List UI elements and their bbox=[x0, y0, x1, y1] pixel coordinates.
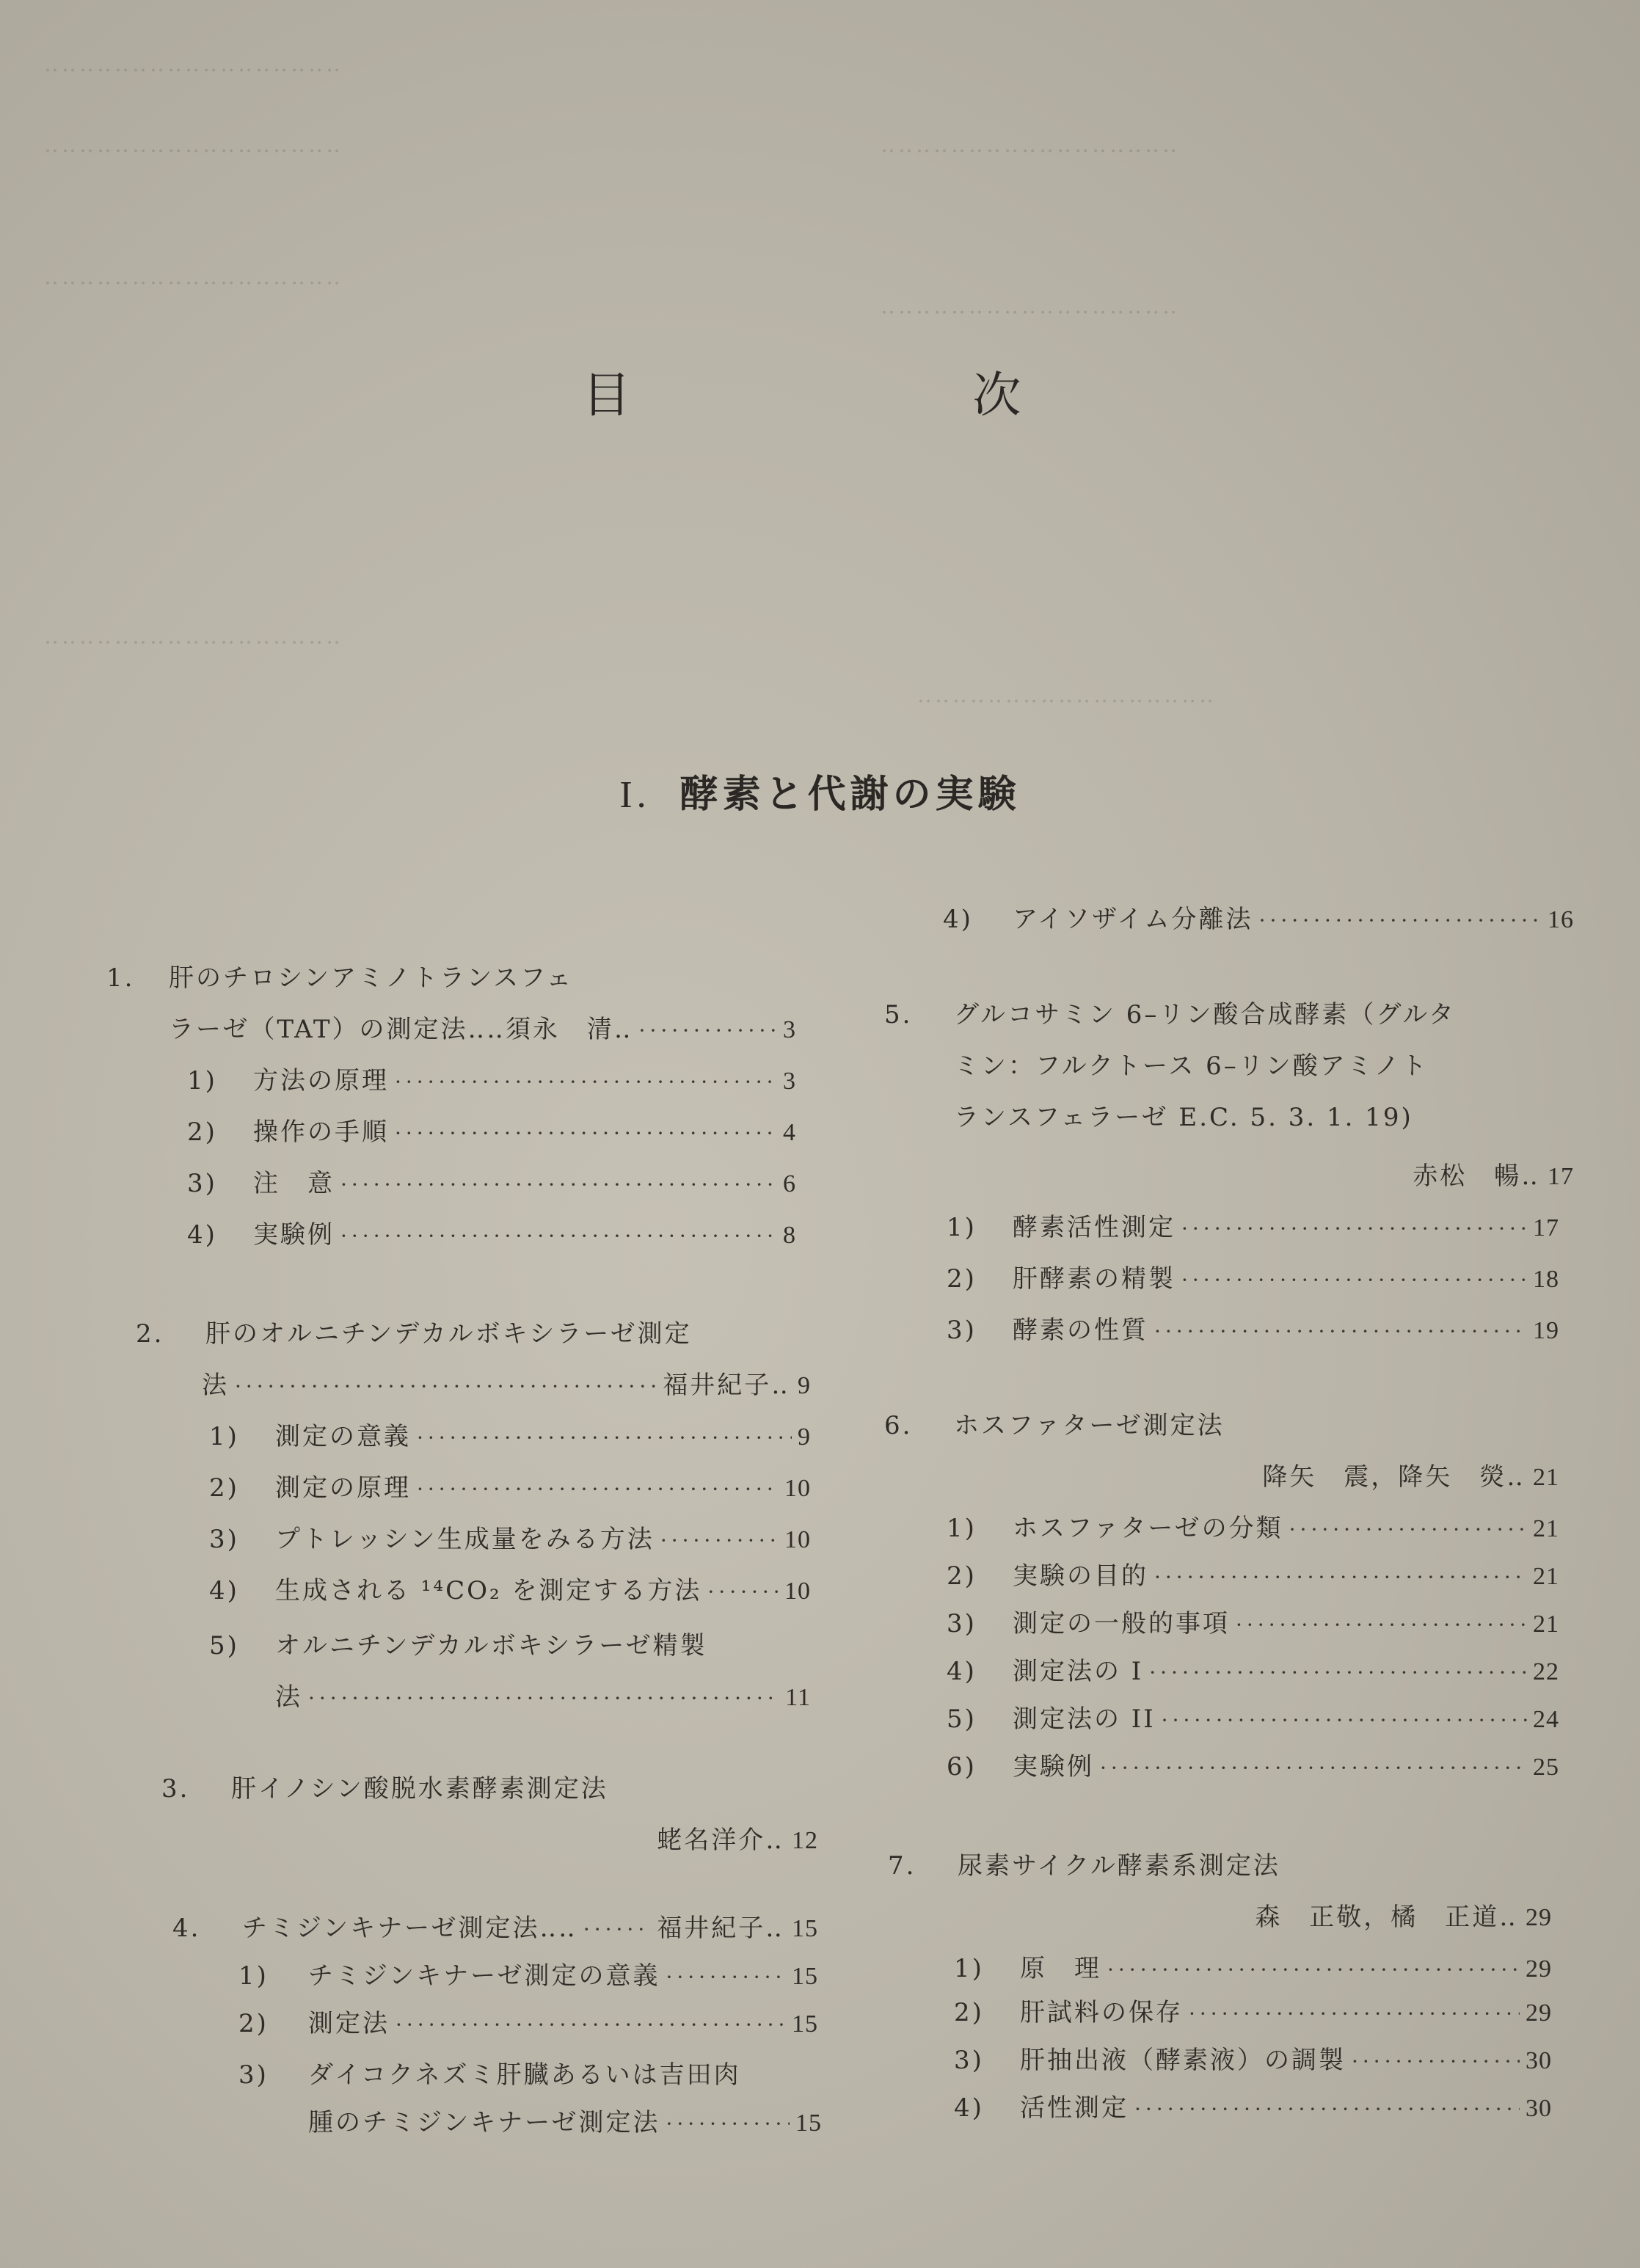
entry-number: 1) bbox=[238, 1961, 269, 1991]
entry-title: 測定法の I bbox=[1013, 1657, 1144, 1686]
part-number: I. bbox=[619, 774, 651, 816]
entry-title: 酵素活性測定 bbox=[1013, 1213, 1176, 1242]
leader-dots bbox=[1100, 1756, 1527, 1780]
toc-entry bbox=[888, 1845, 1552, 1881]
entry-author: 森 正敬，橘 正道‥ bbox=[1255, 1903, 1518, 1932]
toc-entry bbox=[943, 899, 1574, 935]
leader-dots bbox=[666, 2112, 790, 2136]
entry-page: 17 bbox=[1533, 1214, 1559, 1241]
leader-dots bbox=[1162, 1708, 1527, 1732]
leader-dots bbox=[395, 1070, 777, 1094]
toc-entry bbox=[187, 1214, 796, 1250]
entry-page: 19 bbox=[1533, 1317, 1559, 1344]
leader-dots bbox=[1107, 1958, 1520, 1982]
toc-entry bbox=[947, 1310, 1559, 1346]
entry-title: ホスファターゼ測定法 bbox=[954, 1411, 1225, 1440]
entry-number: 4) bbox=[187, 1220, 217, 1250]
entry-title: 原 理 bbox=[1020, 1954, 1101, 1983]
entry-author: 降矢 震，降矢 熒‥ bbox=[1262, 1462, 1526, 1492]
toc-entry bbox=[187, 1163, 796, 1199]
entry-title: 酵素の性質 bbox=[1013, 1316, 1148, 1345]
entry-title: 肝のオルニチンデカルボキシラーゼ測定 bbox=[205, 1319, 692, 1349]
leader-dots bbox=[1154, 1565, 1527, 1589]
part-name: 酵素と代謝の実験 bbox=[679, 772, 1021, 817]
entry-page: 12 bbox=[792, 1827, 818, 1854]
entry-page: 9 bbox=[798, 1372, 811, 1399]
toc-entry bbox=[238, 1955, 818, 1991]
leader-dots bbox=[340, 1224, 777, 1248]
leader-dots bbox=[395, 1121, 777, 1145]
entry-title: 測定法の II bbox=[1013, 1704, 1156, 1734]
toc-entry bbox=[947, 1508, 1559, 1544]
entry-title: 肝抽出液（酵素液）の調製 bbox=[1020, 2046, 1346, 2075]
entry-author: 赤松 暢‥ bbox=[1413, 1162, 1540, 1191]
entry-page: 15 bbox=[792, 1963, 818, 1990]
toc-entry bbox=[209, 1570, 811, 1606]
entry-page: 21 bbox=[1533, 1611, 1559, 1638]
toc-entry bbox=[187, 1112, 796, 1148]
entry-title: プトレッシン生成量をみる方法 bbox=[275, 1525, 655, 1554]
entry-page: 25 bbox=[1533, 1754, 1559, 1781]
entry-number: 3) bbox=[954, 2046, 984, 2075]
entry-number: 3) bbox=[238, 2060, 269, 2090]
entry-author: 福井紀子‥ bbox=[657, 1914, 784, 1943]
toc-entry bbox=[884, 994, 1574, 1030]
entry-title: 活性測定 bbox=[1020, 2093, 1129, 2123]
entry-title: 実験例 bbox=[253, 1220, 335, 1250]
leader-dots bbox=[1236, 1613, 1527, 1637]
entry-number: 3) bbox=[187, 1169, 217, 1198]
toc-entry bbox=[161, 1768, 818, 1804]
leader-dots bbox=[666, 1965, 786, 1989]
entry-number: 2. bbox=[136, 1319, 164, 1349]
entry-page: 15 bbox=[792, 1915, 818, 1942]
entry-page: 18 bbox=[1533, 1266, 1559, 1293]
entry-title: ランスフェラーゼ E.C. 5. 3. 1. 19) bbox=[954, 1103, 1413, 1132]
toc-entry bbox=[954, 1456, 1559, 1492]
entry-number: 6) bbox=[947, 1752, 977, 1782]
entry-title: 肝イノシン酸脱水素酵素測定法 bbox=[231, 1774, 608, 1804]
entry-page: 15 bbox=[792, 2010, 818, 2038]
toc-entry bbox=[209, 1625, 811, 1661]
leader-dots bbox=[707, 1580, 779, 1604]
entry-number: 3) bbox=[209, 1525, 239, 1554]
entry-number: 5) bbox=[947, 1704, 977, 1734]
toc-entry bbox=[238, 2003, 818, 2039]
entry-page: 10 bbox=[784, 1578, 811, 1605]
toc-entry bbox=[954, 1046, 1574, 1082]
leader-dots bbox=[1181, 1217, 1527, 1241]
toc-entry bbox=[187, 1060, 796, 1096]
part-heading bbox=[0, 763, 1640, 818]
entry-number: 1) bbox=[947, 1514, 977, 1543]
entry-page: 21 bbox=[1533, 1515, 1559, 1542]
entry-title: 測定の一般的事項 bbox=[1013, 1609, 1230, 1638]
entry-number: 3) bbox=[947, 1316, 977, 1345]
toc-entry bbox=[954, 1992, 1552, 2028]
entry-page: 21 bbox=[1533, 1563, 1559, 1590]
toc-entry bbox=[947, 1746, 1559, 1782]
entry-title: 肝試料の保存 bbox=[1020, 1998, 1183, 2027]
entry-title: ミン：フルクトース 6–リン酸アミノト bbox=[954, 1051, 1429, 1081]
entry-number: 1) bbox=[947, 1213, 977, 1242]
entry-title: チミジンキナーゼ測定の意義 bbox=[308, 1961, 660, 1991]
entry-title: 測定の原理 bbox=[275, 1473, 411, 1503]
entry-title: 生成される ¹⁴CO₂ を測定する方法 bbox=[275, 1576, 702, 1605]
toc-entry bbox=[238, 2054, 818, 2090]
show-through-text: ‥‥‥‥‥‥‥‥‥‥‥‥‥‥‥‥‥ bbox=[44, 51, 344, 77]
show-through-text: ‥‥‥‥‥‥‥‥‥‥‥‥‥‥‥‥‥ bbox=[44, 264, 344, 290]
entry-number: 4. bbox=[172, 1914, 201, 1943]
entry-page: 29 bbox=[1526, 1904, 1552, 1931]
entry-page: 21 bbox=[1533, 1464, 1559, 1491]
entry-page: 29 bbox=[1526, 1955, 1552, 1983]
toc-entry bbox=[947, 1699, 1559, 1735]
entry-title: ダイコクネズミ肝臓あるいは吉田肉 bbox=[308, 2060, 741, 2090]
leader-dots bbox=[1352, 2049, 1520, 2074]
toc-entry bbox=[209, 1467, 811, 1503]
entry-page: 17 bbox=[1548, 1163, 1574, 1190]
entry-title: 肝酵素の精製 bbox=[1013, 1264, 1176, 1294]
entry-number: 4) bbox=[209, 1576, 239, 1605]
leader-dots bbox=[639, 1018, 777, 1043]
entry-number: 1) bbox=[187, 1066, 217, 1095]
leader-dots bbox=[1289, 1517, 1527, 1542]
entry-page: 10 bbox=[784, 1526, 811, 1553]
entry-title: 操作の手順 bbox=[253, 1117, 389, 1147]
toc-entry bbox=[954, 1897, 1552, 1933]
entry-title: 腫のチミジンキナーゼ測定法 bbox=[308, 2108, 660, 2137]
entry-number: 4) bbox=[943, 905, 973, 934]
entry-number: 1) bbox=[209, 1422, 239, 1451]
toc-entry bbox=[947, 1207, 1559, 1243]
leader-dots bbox=[1134, 2097, 1520, 2121]
entry-page: 9 bbox=[798, 1423, 811, 1451]
entry-title: 実験例 bbox=[1013, 1752, 1094, 1782]
entry-title: 実験の目的 bbox=[1013, 1561, 1148, 1591]
entry-title: 法 bbox=[275, 1682, 302, 1712]
entry-page: 24 bbox=[1533, 1706, 1559, 1733]
entry-number: 2) bbox=[947, 1264, 977, 1294]
entry-title: ラーゼ（TAT）の測定法‥‥須永 清‥ bbox=[169, 1015, 633, 1044]
entry-title: 方法の原理 bbox=[253, 1066, 389, 1095]
entry-title: 法 bbox=[202, 1371, 229, 1400]
entry-number: 5. bbox=[884, 1000, 913, 1029]
entry-title: チミジンキナーゼ測定法‥‥ bbox=[242, 1914, 577, 1943]
toc-entry bbox=[947, 1258, 1559, 1294]
leader-dots bbox=[308, 1686, 779, 1710]
show-through-text: ‥‥‥‥‥‥‥‥‥‥‥‥‥‥‥‥‥ bbox=[44, 624, 344, 649]
entry-number: 7. bbox=[888, 1851, 916, 1881]
entry-number: 1) bbox=[954, 1954, 984, 1983]
leader-dots bbox=[1181, 1268, 1527, 1292]
toc-entry bbox=[947, 1556, 1559, 1591]
toc-entry bbox=[954, 1097, 1574, 1133]
toc-entry bbox=[136, 1313, 811, 1349]
show-through-text: ‥‥‥‥‥‥‥‥‥‥‥‥‥‥‥‥‥ bbox=[917, 682, 1217, 708]
entry-number: 2) bbox=[187, 1117, 217, 1147]
entry-title: 測定法 bbox=[308, 2009, 390, 2038]
entry-page: 30 bbox=[1526, 2095, 1552, 2122]
toc-entry bbox=[954, 1156, 1574, 1192]
leader-dots bbox=[1154, 1319, 1527, 1343]
entry-page: 16 bbox=[1548, 906, 1574, 933]
leader-dots bbox=[1149, 1660, 1527, 1685]
show-through-text: ‥‥‥‥‥‥‥‥‥‥‥‥‥‥‥‥‥ bbox=[44, 132, 344, 158]
entry-number: 4) bbox=[954, 2093, 984, 2123]
toc-entry bbox=[954, 1948, 1552, 1984]
entry-number: 2) bbox=[238, 2009, 269, 2038]
leader-dots bbox=[396, 2013, 786, 2037]
entry-title: 尿素サイクル酵素系測定法 bbox=[958, 1851, 1280, 1881]
toc-entry bbox=[106, 958, 796, 993]
show-through-text: ‥‥‥‥‥‥‥‥‥‥‥‥‥‥‥‥‥ bbox=[881, 293, 1181, 319]
leader-dots bbox=[340, 1173, 777, 1197]
entry-number: 1. bbox=[106, 963, 135, 993]
entry-title: ホスファターゼの分類 bbox=[1013, 1514, 1283, 1543]
toc-entry bbox=[209, 1416, 811, 1452]
entry-title: グルコサミン 6–リン酸合成酵素（グルタ bbox=[954, 1000, 1457, 1029]
entry-page: 29 bbox=[1526, 1999, 1552, 2027]
entry-page: 15 bbox=[795, 2110, 822, 2137]
entry-page: 10 bbox=[784, 1475, 811, 1502]
leader-dots bbox=[417, 1477, 779, 1501]
toc-entry bbox=[169, 1009, 796, 1045]
entry-title: アイソザイム分離法 bbox=[1013, 905, 1253, 934]
entry-page: 3 bbox=[783, 1068, 796, 1095]
leader-dots bbox=[660, 1528, 779, 1553]
entry-page: 8 bbox=[783, 1222, 796, 1249]
entry-number: 5) bbox=[209, 1631, 239, 1660]
entry-number: 2) bbox=[209, 1473, 239, 1503]
entry-title: 測定の意義 bbox=[275, 1422, 411, 1451]
leader-dots bbox=[1189, 2002, 1520, 2026]
leader-dots bbox=[1259, 908, 1542, 933]
entry-page: 6 bbox=[783, 1170, 796, 1197]
toc-entry bbox=[172, 1908, 818, 1944]
entry-page: 4 bbox=[783, 1119, 796, 1146]
entry-number: 6. bbox=[884, 1411, 913, 1440]
leader-dots bbox=[417, 1426, 792, 1450]
toc-entry bbox=[947, 1603, 1559, 1639]
entry-number: 2) bbox=[954, 1998, 984, 2027]
entry-page: 30 bbox=[1526, 2047, 1552, 2074]
leader-dots bbox=[583, 1917, 651, 1941]
leader-dots bbox=[235, 1374, 657, 1399]
entry-number: 3. bbox=[161, 1774, 190, 1804]
toc-entry bbox=[275, 1677, 811, 1713]
show-through-text: ‥‥‥‥‥‥‥‥‥‥‥‥‥‥‥‥‥ bbox=[881, 132, 1181, 158]
entry-title: 肝のチロシンアミノトランスフェ bbox=[169, 963, 574, 993]
toc-entry bbox=[947, 1651, 1559, 1687]
entry-author: 福井紀子‥ bbox=[663, 1371, 790, 1400]
entry-author: 蛯名洋介‥ bbox=[657, 1826, 784, 1855]
toc-entry bbox=[227, 1820, 818, 1856]
entry-title: オルニチンデカルボキシラーゼ精製 bbox=[275, 1631, 707, 1660]
entry-number: 3) bbox=[947, 1609, 977, 1638]
toc-entry bbox=[202, 1365, 811, 1401]
entry-title: 注 意 bbox=[253, 1169, 335, 1198]
entry-number: 2) bbox=[947, 1561, 977, 1591]
toc-entry bbox=[209, 1519, 811, 1555]
entry-number: 4) bbox=[947, 1657, 977, 1686]
toc-entry bbox=[308, 2102, 822, 2138]
toc-entry bbox=[954, 2087, 1552, 2123]
entry-page: 3 bbox=[783, 1016, 796, 1043]
entry-page: 22 bbox=[1533, 1658, 1559, 1685]
entry-page: 11 bbox=[785, 1684, 811, 1711]
toc-entry bbox=[954, 2040, 1552, 2076]
toc-entry bbox=[884, 1405, 1559, 1441]
page-title: 目 次 bbox=[582, 367, 1168, 423]
